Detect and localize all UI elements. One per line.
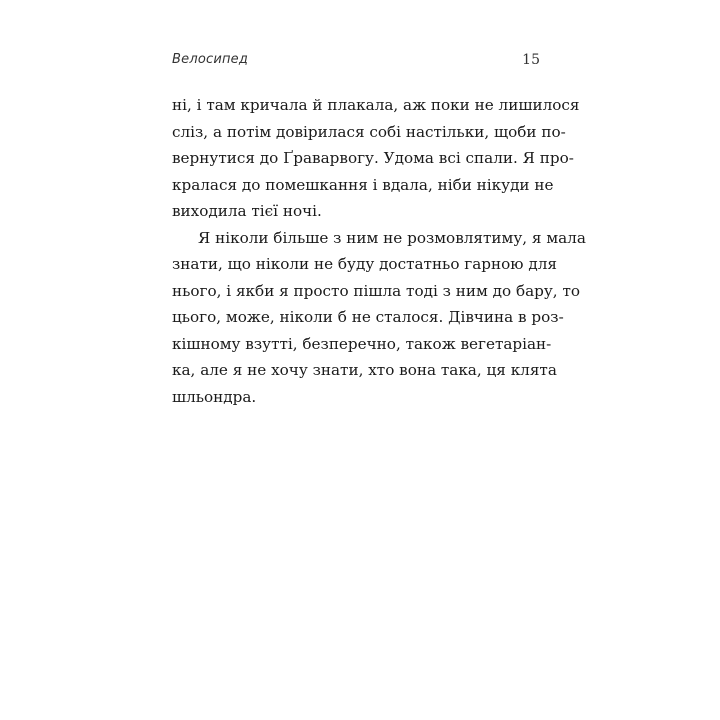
text-line: ні, і там кричала й плакала, аж поки не лишилося [172, 96, 580, 114]
running-head [172, 52, 542, 72]
text-line: ка, але я не хочу знати, хто вона така, ця клята [172, 361, 557, 379]
text-line: шльондра. [172, 387, 257, 406]
text-line: кралася до помешкання і вдала, ніби нікуди не [172, 175, 554, 194]
paragraph-1 [172, 92, 580, 225]
paragraph-2 [172, 225, 586, 411]
text-line: нього, і якби я просто пішла тоді з ним до бару, то [172, 281, 581, 300]
text-line: цього, може, ніколи б не сталося. Дівчина в роз- [172, 308, 564, 326]
text-line: кішному взутті, безперечно, також вегетаріан- [172, 334, 552, 353]
page-number: 15 [522, 52, 540, 68]
text-line: виходила тієї ночі. [172, 202, 322, 220]
text-line: вернутися до Ґраварвогу. Удома всі спали. Я про- [172, 149, 574, 167]
text-line: знати, що ніколи не буду достатньо гарною для [172, 255, 557, 273]
text-line: сліз, а потім довірилася собі настільки, щоби по- [172, 122, 566, 141]
running-title: Велосипед [172, 52, 249, 67]
body-text [172, 92, 586, 410]
text-line: Я ніколи більше з ним не розмовлятиму, я мала [198, 228, 586, 247]
